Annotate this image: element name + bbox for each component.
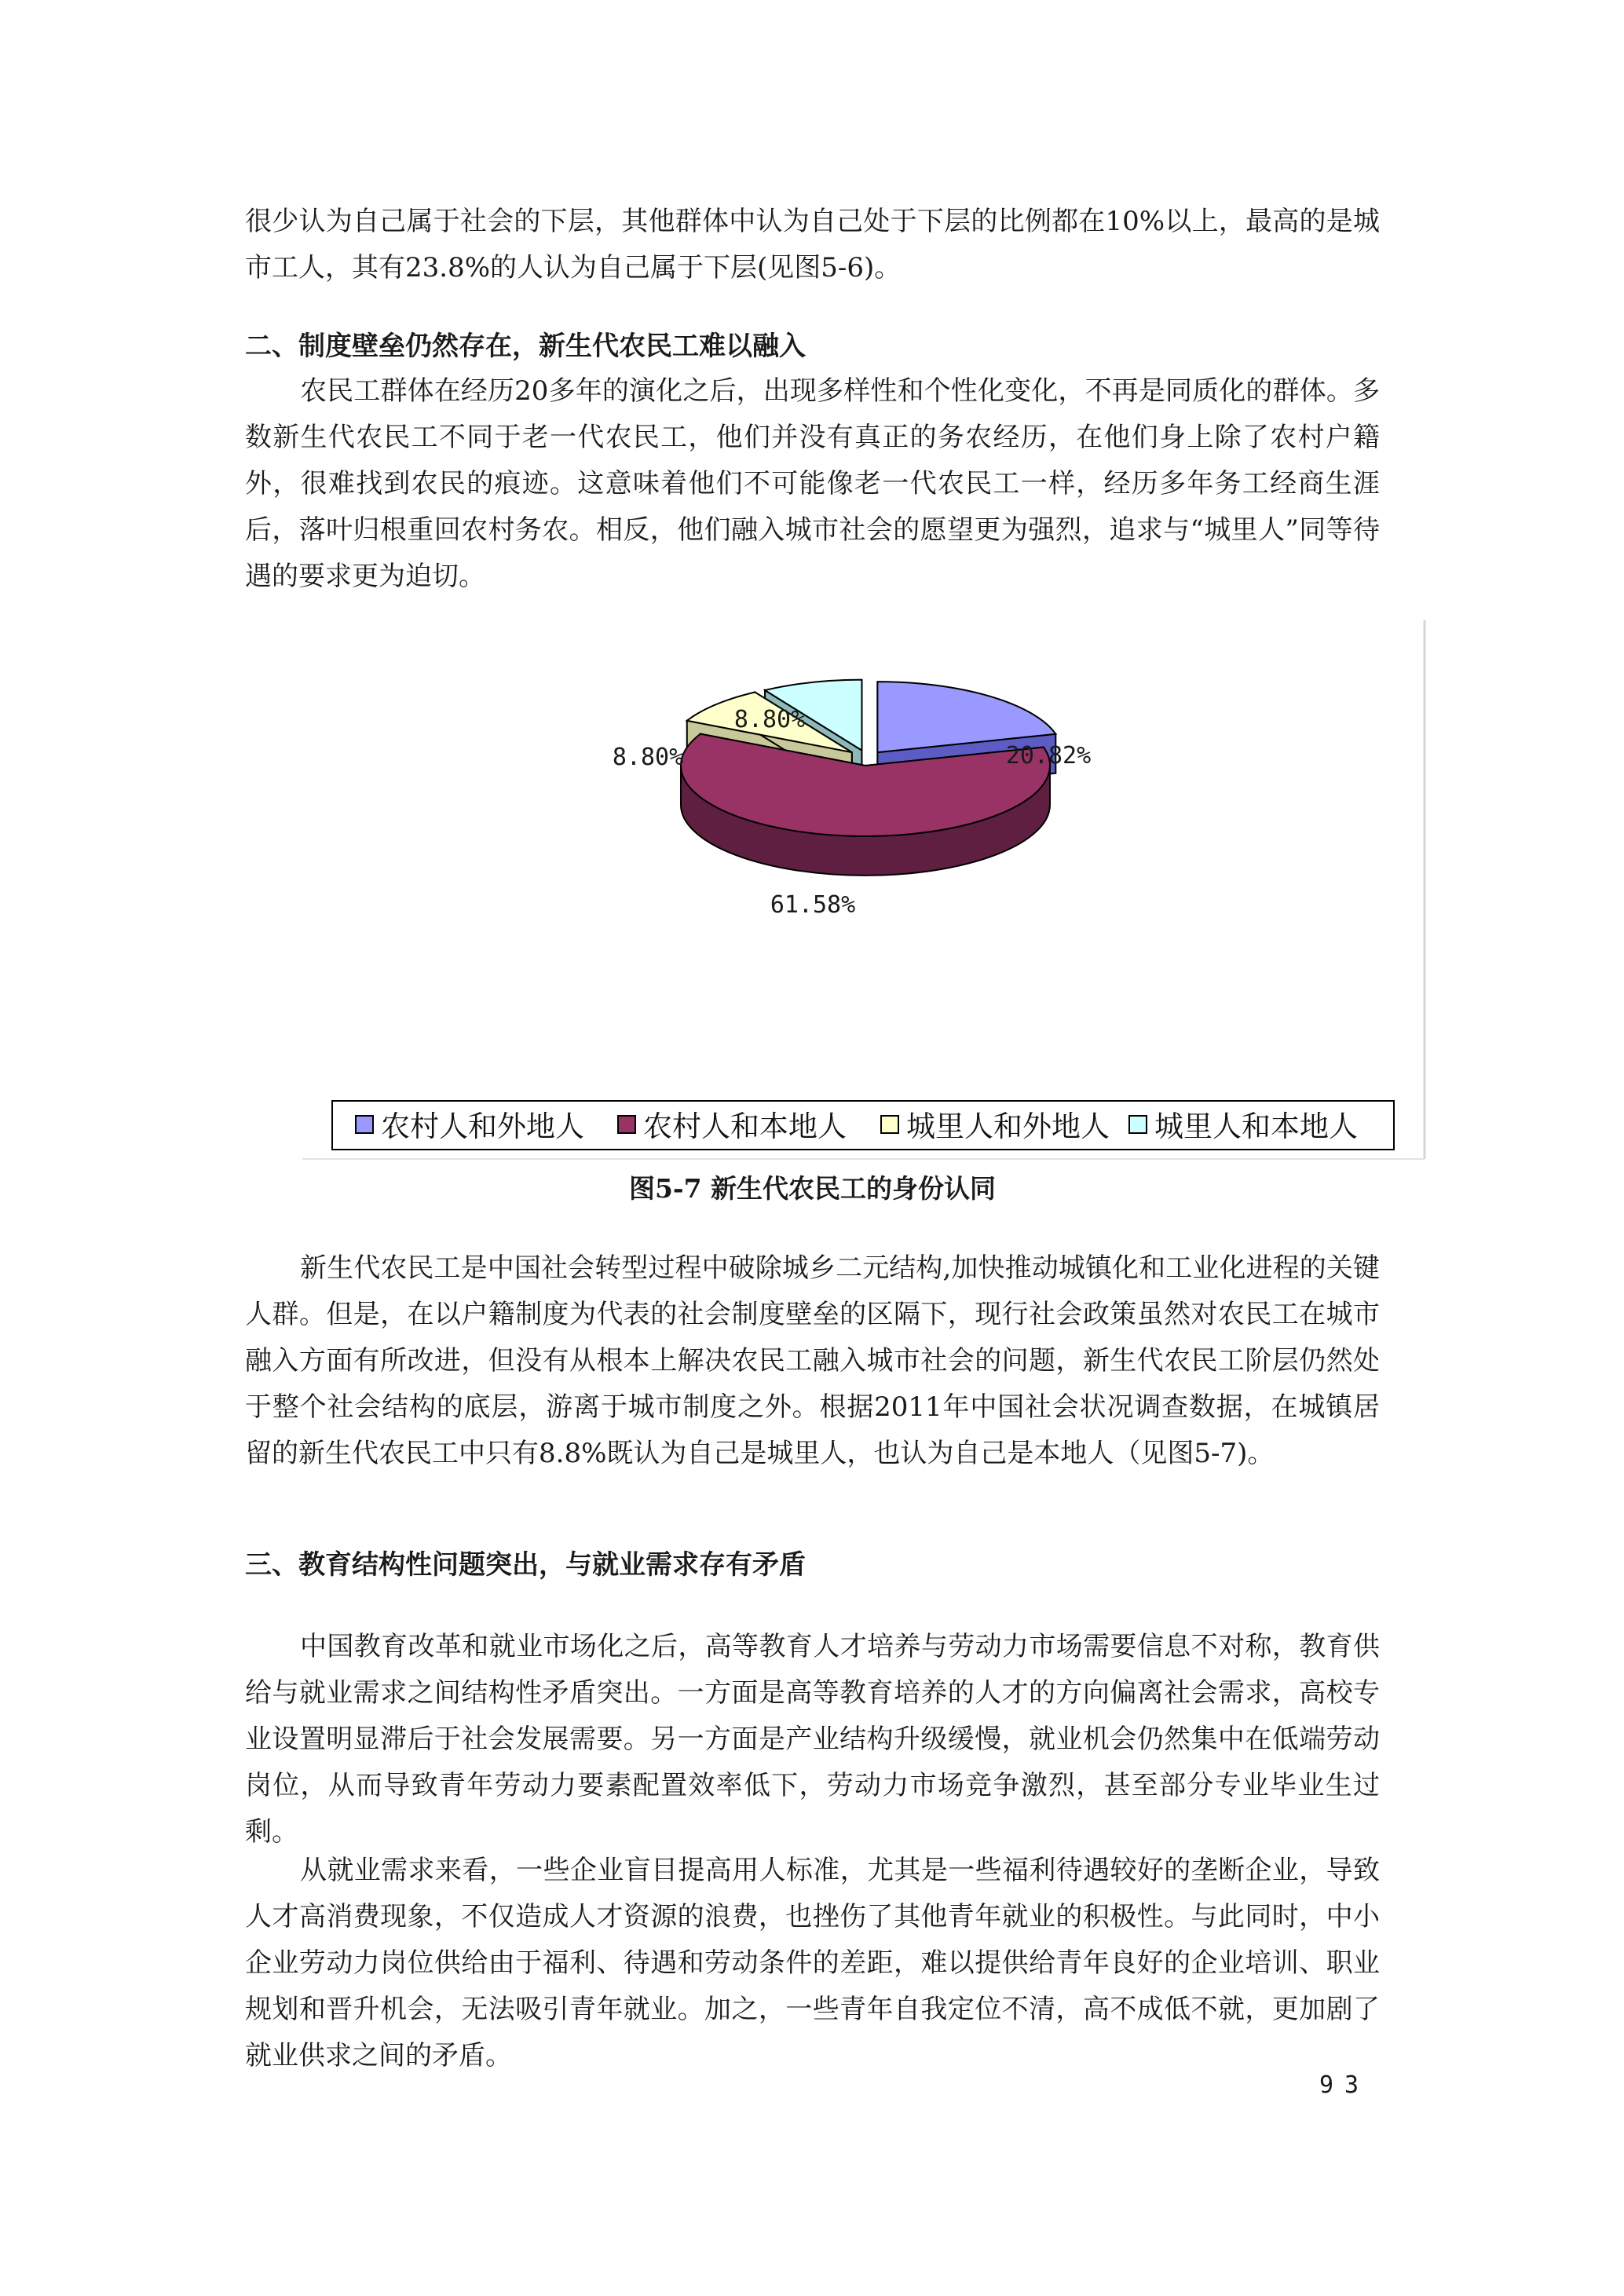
pie-value-label-2: 61.58% bbox=[770, 891, 856, 919]
legend-swatch-1 bbox=[356, 1116, 373, 1133]
pie-value-label-4: 8.80% bbox=[733, 706, 806, 733]
pie-chart-svg bbox=[302, 620, 1441, 1162]
legend-label-1: 农村人和外地人 bbox=[381, 1110, 584, 1143]
identity-pie-chart bbox=[302, 620, 1441, 1162]
legend-swatch-2 bbox=[618, 1116, 635, 1133]
pie-value-label-1: 20.82% bbox=[1005, 742, 1092, 770]
page-number: 93 bbox=[1319, 2071, 1370, 2099]
legend-label-2: 农村人和本地人 bbox=[643, 1110, 847, 1143]
pie-value-label-3: 8.80% bbox=[612, 744, 684, 771]
legend-label-4: 城里人和本地人 bbox=[1154, 1110, 1358, 1143]
section-heading-2: 二、制度壁垒仍然存在，新生代农民工难以融入 bbox=[245, 331, 806, 362]
legend-swatch-3 bbox=[881, 1116, 898, 1133]
section-heading-3: 三、教育结构性问题突出，与就业需求存有矛盾 bbox=[245, 1549, 806, 1581]
paragraph-migrant-workers: 农民工群体在经历20多年的演化之后，出现多样性和个性化变化，不再是同质化的群体。多数新生代农民工不同于老一代农民工，他们并没有真正的务农经历，在他们身上除了农村户籍外，很难找到农民的痕迹。这意味着他们不可能像老一代农民工一样，经历多年务工经商生涯后，落叶归根重回农村务农。相反，他们融入城市社会的愿望更为强烈，追求与“城里人”同等待遇的要求更为迫切。 bbox=[245, 375, 1380, 592]
paragraph-intro: 很少认为自己属于社会的下层，其他群体中认为自己处于下层的比例都在10%以上，最高的是城市工人，其有23.8%的人认为自己属于下层(见图5-6)。 bbox=[245, 206, 1380, 283]
paragraph-education-structure: 中国教育改革和就业市场化之后，高等教育人才培养与劳动力市场需要信息不对称，教育供给与就业需求之间结构性矛盾突出。一方面是高等教育培养的人才的方向偏离社会需求，高校专业设置明显滞后于社会发展需要。另一方面是产业结构升级缓慢，就业机会仍然集中在低端劳动岗位，从而导致青年劳动力要素配置效率低下，劳动力市场竞争激烈，甚至部分专业毕业生过剩。 bbox=[245, 1631, 1380, 1848]
figure-caption: 图5-7 新生代农民工的身份认同 bbox=[628, 1173, 997, 1204]
legend-label-3: 城里人和外地人 bbox=[906, 1110, 1110, 1143]
chart-legend bbox=[332, 1101, 1394, 1150]
paragraph-institutional-barriers: 新生代农民工是中国社会转型过程中破除城乡二元结构,加快推动城镇化和工业化进程的关键人群。但是，在以户籍制度为代表的社会制度壁垒的区隔下，现行社会政策虽然对农民工在城市融入方面有所改进，但没有从根本上解决农民工融入城市社会的问题，新生代农民工阶层仍然处于整个社会结构的底层，游离于城市制度之外。根据2011年中国社会状况调查数据，在城镇居留的新生代农民工中只有8.8%既认为自己是城里人，也认为自己是本地人（见图5-7)。 bbox=[245, 1252, 1380, 1469]
paragraph-employment-demand: 从就业需求来看，一些企业盲目提高用人标准，尤其是一些福利待遇较好的垄断企业，导致人才高消费现象，不仅造成人才资源的浪费，也挫伤了其他青年就业的积极性。与此同时，中小企业劳动力岗位供给由于福利、待遇和劳动条件的差距，难以提供给青年良好的企业培训、职业规划和晋升机会，无法吸引青年就业。加之，一些青年自我定位不清，高不成低不就，更加剧了就业供求之间的矛盾。 bbox=[245, 1855, 1380, 2071]
legend-swatch-4 bbox=[1129, 1116, 1147, 1133]
pie-tops bbox=[681, 680, 1055, 836]
